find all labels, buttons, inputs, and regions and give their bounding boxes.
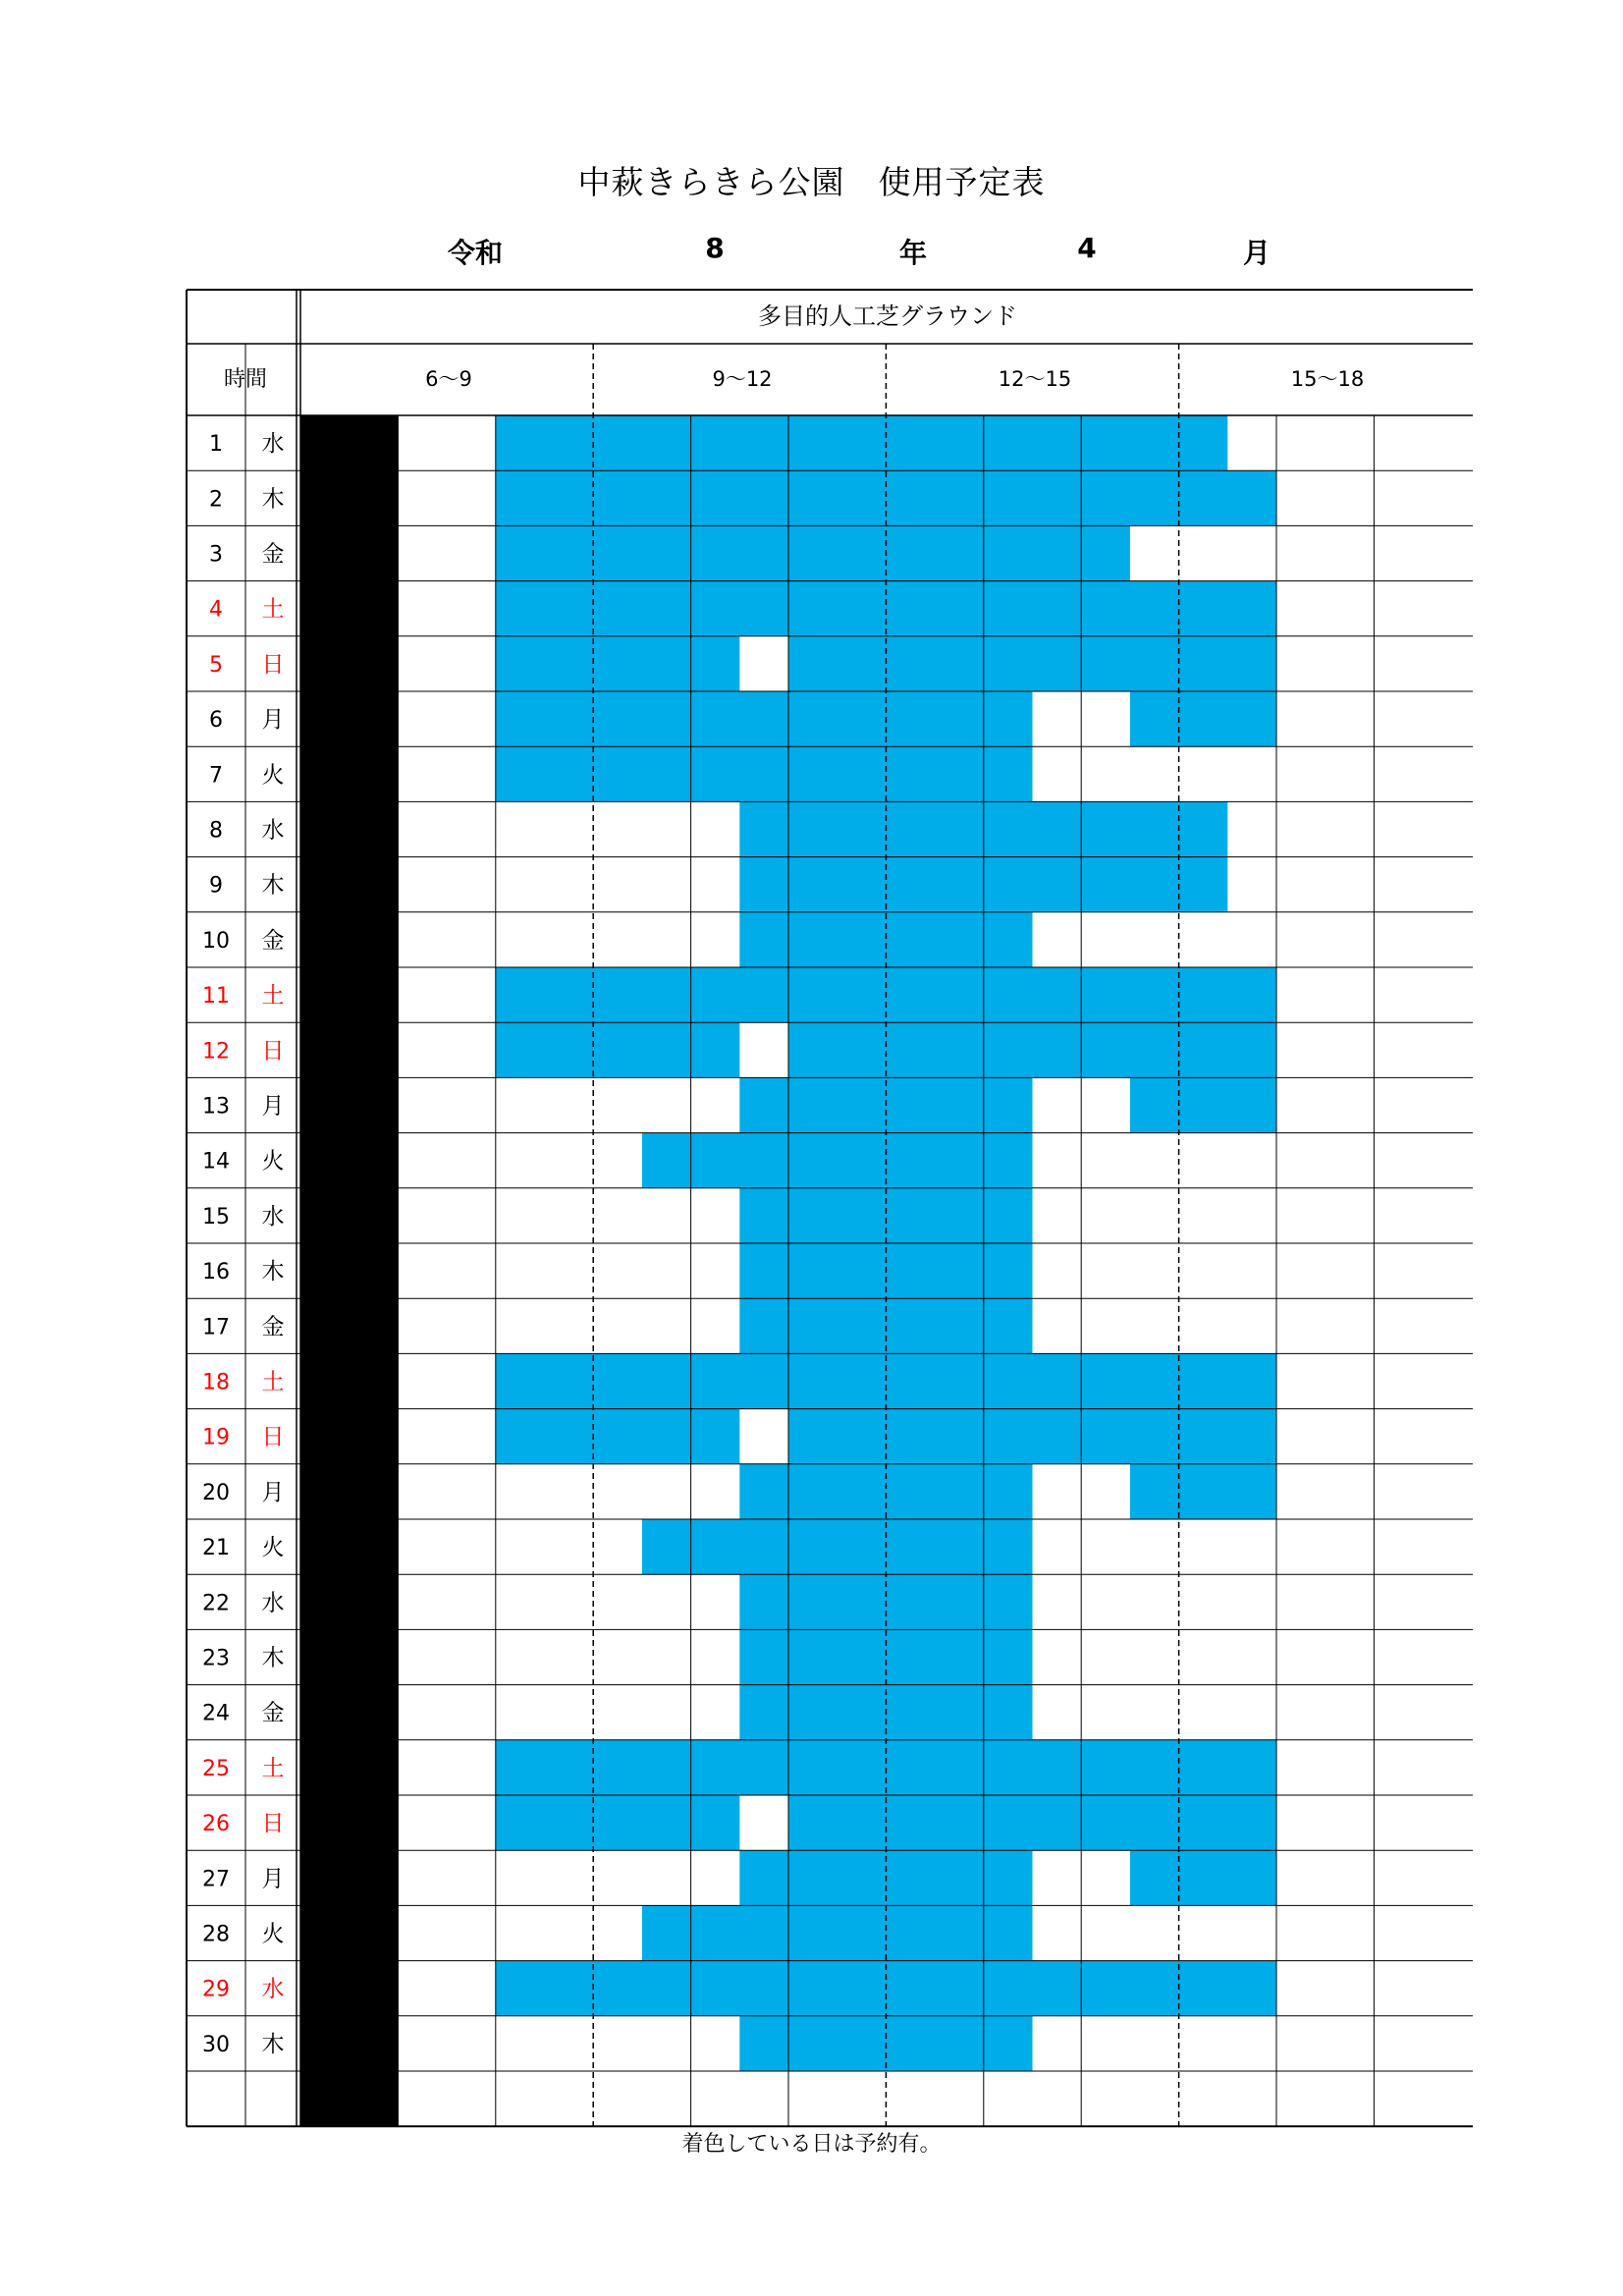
day-number: 9 <box>209 873 223 899</box>
booked-block <box>739 912 1032 967</box>
day-number: 18 <box>202 1370 230 1395</box>
day-number: 3 <box>209 542 223 568</box>
day-weekday: 月 <box>261 707 285 734</box>
day-weekday: 土 <box>261 983 285 1010</box>
facility-name: 多目的人工芝グラウンド <box>758 302 1017 330</box>
booked-block <box>642 1519 1033 1574</box>
booked-block <box>496 636 740 691</box>
page-title: 中萩きらきら公園 使用予定表 <box>577 163 1046 201</box>
booked-block <box>496 746 1033 801</box>
day-weekday: 水 <box>261 431 285 458</box>
day-number: 17 <box>202 1315 230 1340</box>
booked-block <box>788 1795 1276 1850</box>
time-header-label: 時間 <box>223 367 268 392</box>
day-weekday: 日 <box>261 1811 285 1837</box>
booked-block <box>496 1409 740 1464</box>
day-weekday: 火 <box>261 1921 285 1947</box>
day-weekday: 金 <box>261 1700 285 1726</box>
day-weekday: 金 <box>261 1314 285 1340</box>
time-range-3: 12～15 <box>998 367 1072 391</box>
booked-block <box>788 636 1276 691</box>
day-weekday: 月 <box>261 1866 285 1892</box>
booked-block <box>788 1409 1276 1464</box>
day-number: 6 <box>209 708 223 734</box>
booked-block <box>739 1464 1032 1519</box>
day-weekday: 木 <box>261 1645 285 1671</box>
booked-block <box>496 1022 740 1077</box>
day-weekday: 水 <box>261 817 285 844</box>
booked-block <box>642 1905 1033 1960</box>
day-number: 28 <box>202 1922 230 1947</box>
day-weekday: 木 <box>261 1259 285 1285</box>
time-range-1: 6～9 <box>425 367 472 391</box>
day-number: 25 <box>202 1756 230 1781</box>
day-number: 14 <box>202 1149 230 1175</box>
day-number: 7 <box>209 763 223 789</box>
day-number: 21 <box>202 1536 230 1561</box>
day-number: 22 <box>202 1591 230 1616</box>
day-number: 19 <box>202 1425 230 1450</box>
day-number: 30 <box>202 2032 230 2057</box>
day-number: 24 <box>202 1701 230 1726</box>
time-range-4: 15～18 <box>1290 367 1365 391</box>
closed-slot-column <box>300 415 398 2126</box>
day-weekday: 日 <box>261 1038 285 1065</box>
booked-block <box>496 691 1033 746</box>
day-number: 15 <box>202 1204 230 1230</box>
day-weekday: 木 <box>261 872 285 899</box>
day-weekday: 金 <box>261 927 285 954</box>
legend-note: 着色している日は予約有。 <box>681 2132 942 2157</box>
month-unit: 月 <box>1242 237 1271 269</box>
day-weekday: 水 <box>261 1203 285 1230</box>
day-number: 1 <box>209 432 223 458</box>
booked-block <box>1130 1850 1276 1905</box>
booked-block <box>739 1188 1032 1243</box>
booked-block <box>1130 1464 1276 1519</box>
booked-block <box>788 1022 1276 1077</box>
day-number: 2 <box>209 487 223 513</box>
year-value: 8 <box>705 232 725 264</box>
day-number: 20 <box>202 1480 230 1505</box>
day-weekday: 土 <box>261 1755 285 1781</box>
day-number: 27 <box>202 1867 230 1892</box>
booked-block <box>496 525 1130 580</box>
booked-block <box>496 470 1276 525</box>
day-weekday: 日 <box>261 651 285 678</box>
day-number: 11 <box>202 984 230 1010</box>
day-number: 26 <box>202 1812 230 1837</box>
booked-block <box>496 1353 1276 1408</box>
booked-block <box>642 1133 1033 1188</box>
time-range-2: 9～12 <box>712 367 773 391</box>
day-weekday: 木 <box>261 2031 285 2057</box>
day-number: 12 <box>202 1039 230 1065</box>
booked-block <box>496 415 1228 470</box>
booked-block <box>1130 1077 1276 1132</box>
era-label: 令和 <box>447 237 504 269</box>
booked-block <box>1130 691 1276 746</box>
day-number: 5 <box>209 652 223 678</box>
day-weekday: 水 <box>261 1590 285 1616</box>
day-number: 29 <box>202 1977 230 2002</box>
day-weekday: 月 <box>261 1093 285 1120</box>
booked-block <box>739 1629 1032 1684</box>
day-number: 8 <box>209 818 223 844</box>
day-weekday: 金 <box>261 541 285 568</box>
day-weekday: 火 <box>261 1148 285 1175</box>
day-number: 16 <box>202 1260 230 1285</box>
month-value: 4 <box>1077 232 1097 264</box>
booked-block <box>496 1795 740 1850</box>
day-number: 13 <box>202 1094 230 1120</box>
day-weekday: 火 <box>261 1535 285 1561</box>
year-unit: 年 <box>898 237 928 269</box>
day-weekday: 木 <box>261 486 285 513</box>
day-number: 23 <box>202 1646 230 1671</box>
day-weekday: 土 <box>261 596 285 623</box>
day-number: 10 <box>202 928 230 954</box>
day-weekday: 水 <box>261 1976 285 2002</box>
day-weekday: 土 <box>261 1369 285 1395</box>
day-number: 4 <box>209 597 223 623</box>
day-weekday: 火 <box>261 762 285 789</box>
day-weekday: 日 <box>261 1424 285 1450</box>
day-weekday: 月 <box>261 1479 285 1505</box>
